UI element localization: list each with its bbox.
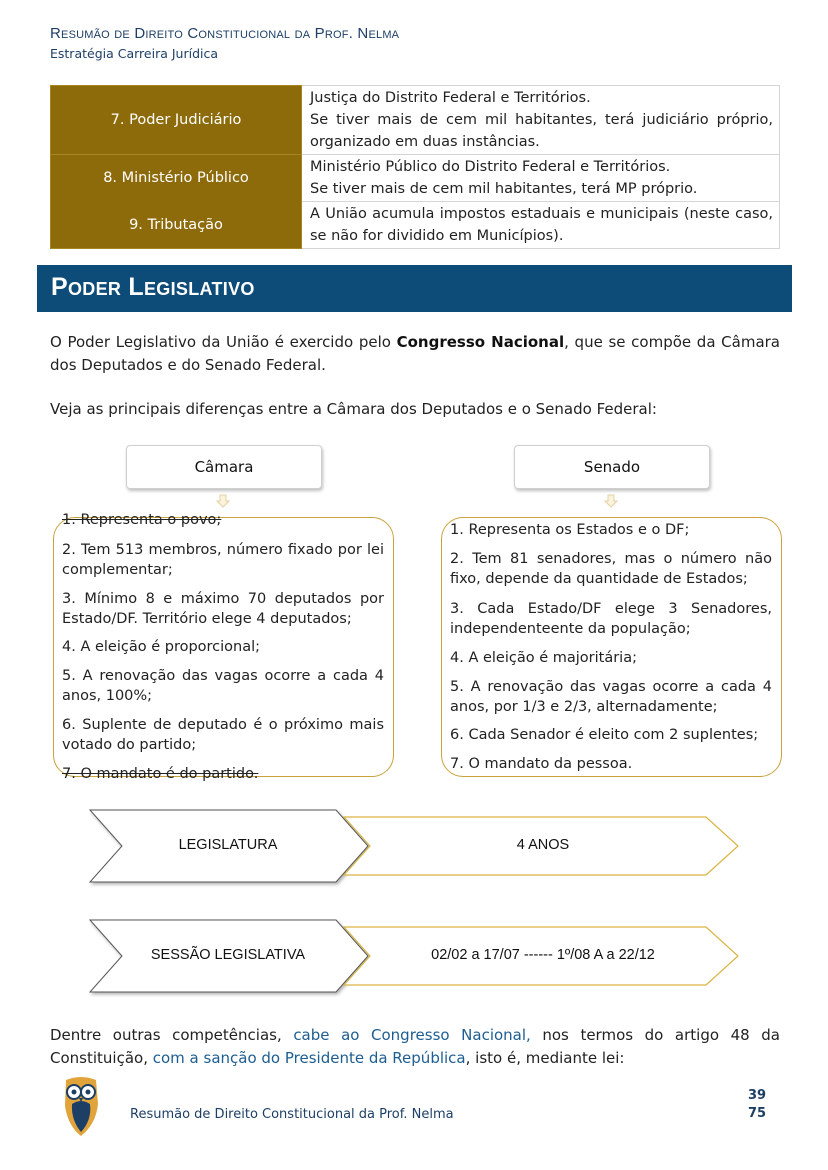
- page-number: 39: [748, 1088, 767, 1103]
- closing-highlight: com a sanção do Presidente da República: [152, 1049, 466, 1067]
- legislatura-label: LEGISLATURA: [178, 837, 278, 853]
- sessao-value: 02/02 a 17/07 ------ 1º/08 A a 22/12: [431, 947, 655, 963]
- row-label: 9. Tributação: [51, 202, 302, 249]
- row-line: Justiça do Distrito Federal e Territórios.: [310, 90, 591, 106]
- list-item: 6. Cada Senador é eleito com 2 suplentes;: [450, 727, 759, 743]
- list-item: 7. O mandato é do partido.: [62, 766, 259, 782]
- closing-text: nos termos do artigo 48 da Constituição,: [50, 1026, 780, 1067]
- page-total: 75: [748, 1106, 767, 1121]
- list-item: 3. Mínimo 8 e máximo 70 deputados por Estado/DF. Território elege 4 deputados;: [62, 591, 384, 627]
- row-line: Se tiver mais de cem mil habitantes, terá MP próprio.: [310, 181, 698, 197]
- list-item: 1. Representa o povo;: [62, 512, 222, 528]
- row-label: 8. Ministério Público: [51, 155, 302, 202]
- row-line: organizado em duas instâncias.: [310, 134, 540, 150]
- owl-logo-icon: [62, 1076, 100, 1138]
- closing-paragraph: [50, 1024, 780, 1070]
- camara-header-box: Câmara: [126, 445, 322, 489]
- list-item: 1. Representa os Estados e o DF;: [450, 522, 690, 538]
- list-item: 6. Suplente de deputado é o próximo mais votado do partido;: [62, 717, 384, 753]
- list-item: 3. Cada Estado/DF elege 3 Senadores, independenteente da população;: [450, 601, 772, 637]
- list-item: 4. A eleição é majoritária;: [450, 650, 637, 666]
- list-item: 5. A renovação das vagas ocorre a cada 4 anos, por 1/3 e 2/3, alternadamente;: [450, 679, 772, 715]
- intro-text: O Poder Legislativo da União é exercido pelo: [50, 333, 397, 351]
- row-line: Ministério Público do Distrito Federal e Territórios.: [310, 159, 671, 175]
- closing-highlight: cabe ao Congresso Nacional,: [293, 1026, 531, 1044]
- list-item: 2. Tem 513 membros, número fixado por lei complementar;: [62, 542, 384, 578]
- row-label: 7. Poder Judiciário: [51, 86, 302, 155]
- list-item: 2. Tem 81 senadores, mas o número não fixo, depende da quantidade de Estados;: [450, 551, 772, 587]
- row-line: se não for dividido em Municípios).: [310, 228, 564, 244]
- list-item: 5. A renovação das vagas ocorre a cada 4 anos, 100%;: [62, 668, 384, 704]
- list-item: 7. O mandato da pessoa.: [450, 756, 633, 772]
- section-title: Poder Legislativo: [51, 273, 255, 301]
- intro-line: Veja as principais diferenças entre a Câmara dos Deputados e o Senado Federal:: [50, 400, 657, 418]
- footer-text: Resumão de Direito Constitucional da Prof. Nelma: [130, 1107, 454, 1122]
- intro-bold: Congresso Nacional: [396, 333, 565, 351]
- document-header-subtitle: Estratégia Carreira Jurídica: [50, 46, 219, 61]
- closing-text: , isto é, mediante lei:: [465, 1049, 625, 1067]
- intro-text: , que se compõe da Câmara dos Deputados e do Senado Federal.: [50, 333, 780, 374]
- row-line: A União acumula impostos estaduais e municipais (neste caso,: [310, 206, 773, 222]
- row-line: Se tiver mais de cem mil habitantes, terá judiciário próprio,: [310, 112, 773, 128]
- document-header-title: Resumão de Direito Constitucional da Prof. Nelma: [50, 25, 400, 42]
- legislatura-value: 4 ANOS: [516, 837, 570, 853]
- senado-header-box: Senado: [514, 445, 710, 489]
- closing-text: Dentre outras competências,: [50, 1026, 294, 1044]
- list-item: 4. A eleição é proporcional;: [62, 639, 261, 655]
- sessao-label: SESSÃO LEGISLATIVA: [150, 947, 306, 963]
